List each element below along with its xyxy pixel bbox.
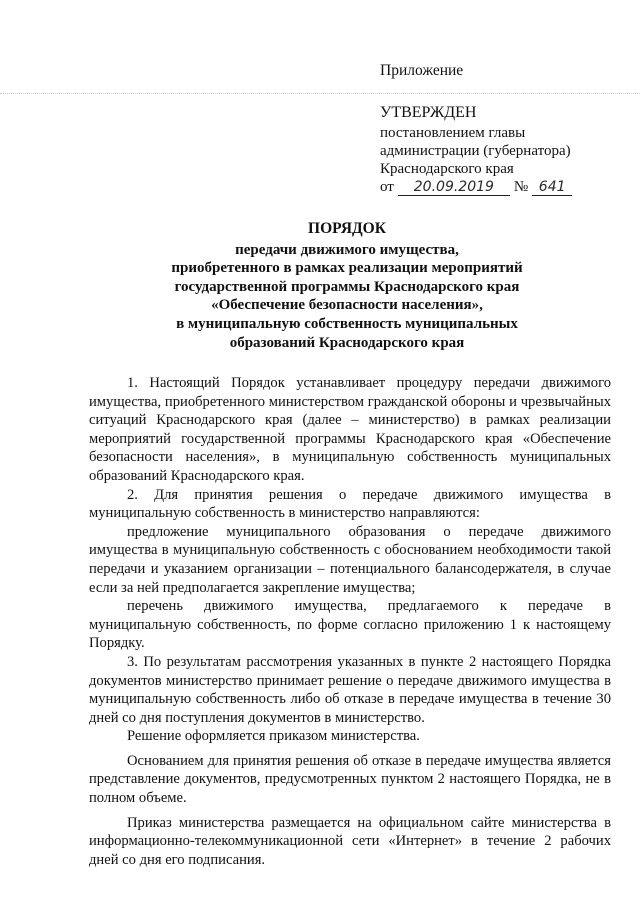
from-label: от xyxy=(380,179,394,195)
number-label: № xyxy=(513,179,529,195)
paragraph-1: 1. Настоящий Порядок устанавливает процедуру передачи движимого имущества, приобретенного министерством гражданской обороны и чрезвычайных ситуаций Краснодарского края (далее – министерство) в рамках реализации мероприятий государственной программы Краснодарского края «Обеспечение безопасности населения», в муниципальную собственность муниципальных образований Краснодарского края. xyxy=(89,375,611,484)
approval-line: Краснодарского края xyxy=(380,161,514,177)
paragraph-2-item-2: перечень движимого имущества, предлагаемого к передаче в муниципальную собственность, по форме согласно приложению 1 к настоящему Порядку. xyxy=(89,598,611,652)
approval-line: администрации (губернатора) xyxy=(380,143,571,159)
title-line: государственной программы Краснодарского края xyxy=(174,278,520,295)
approval-line: постановлением главы xyxy=(380,125,526,141)
approval-block xyxy=(380,62,630,196)
paragraph-3: 3. По результатам рассмотрения указанных в пункте 2 настоящего Порядка документов министерство принимает решение о передаче движимого имущества в муниципальную собственность либо об отказе в передаче имущества в течение 30 дней со дня поступления документов в министерство. xyxy=(89,653,611,726)
handwritten-number: 641 xyxy=(532,179,572,196)
title-line: в муниципальную собственность муниципальных xyxy=(176,315,518,332)
approved-label: УТВЕРЖДЕН xyxy=(380,104,477,121)
document-body xyxy=(89,374,611,869)
date-number-row xyxy=(380,178,630,196)
paragraph-refusal-grounds: Основанием для принятия решения об отказе в передаче имущества является представление документов, предусмотренных пунктом 2 настоящего Порядка, не в полном объеме. xyxy=(89,752,611,807)
paragraph-2: 2. Для принятия решения о передаче движимого имущества в муниципальную собственность в министерство направляются: xyxy=(89,486,611,522)
document-title xyxy=(100,220,594,352)
title-line: передачи движимого имущества, xyxy=(235,241,459,258)
paragraph-publication: Приказ министерства размещается на официальном сайте министерства в информационно-телекоммуникационной сети «Интернет» в течение 2 рабочих дней со дня его подписания. xyxy=(89,814,611,868)
title-line: приобретенного в рамках реализации мероприятий xyxy=(171,260,523,277)
title-main: ПОРЯДОК xyxy=(308,220,386,237)
paragraph-2-item-1: предложение муниципального образования о передаче движимого имущества в муниципальную собственность с обоснованием необходимости такой передачи и указанием организации – потенциального балансодержателя, в случае если за ней предполагается закрепление имущества; xyxy=(89,523,611,596)
title-line: образований Краснодарского края xyxy=(229,334,465,351)
appendix-label: Приложение xyxy=(380,62,464,79)
paragraph-decision: Решение оформляется приказом министерства. xyxy=(127,728,420,745)
title-line: «Обеспечение безопасности населения», xyxy=(211,297,483,314)
handwritten-date: 20.09.2019 xyxy=(398,179,510,196)
